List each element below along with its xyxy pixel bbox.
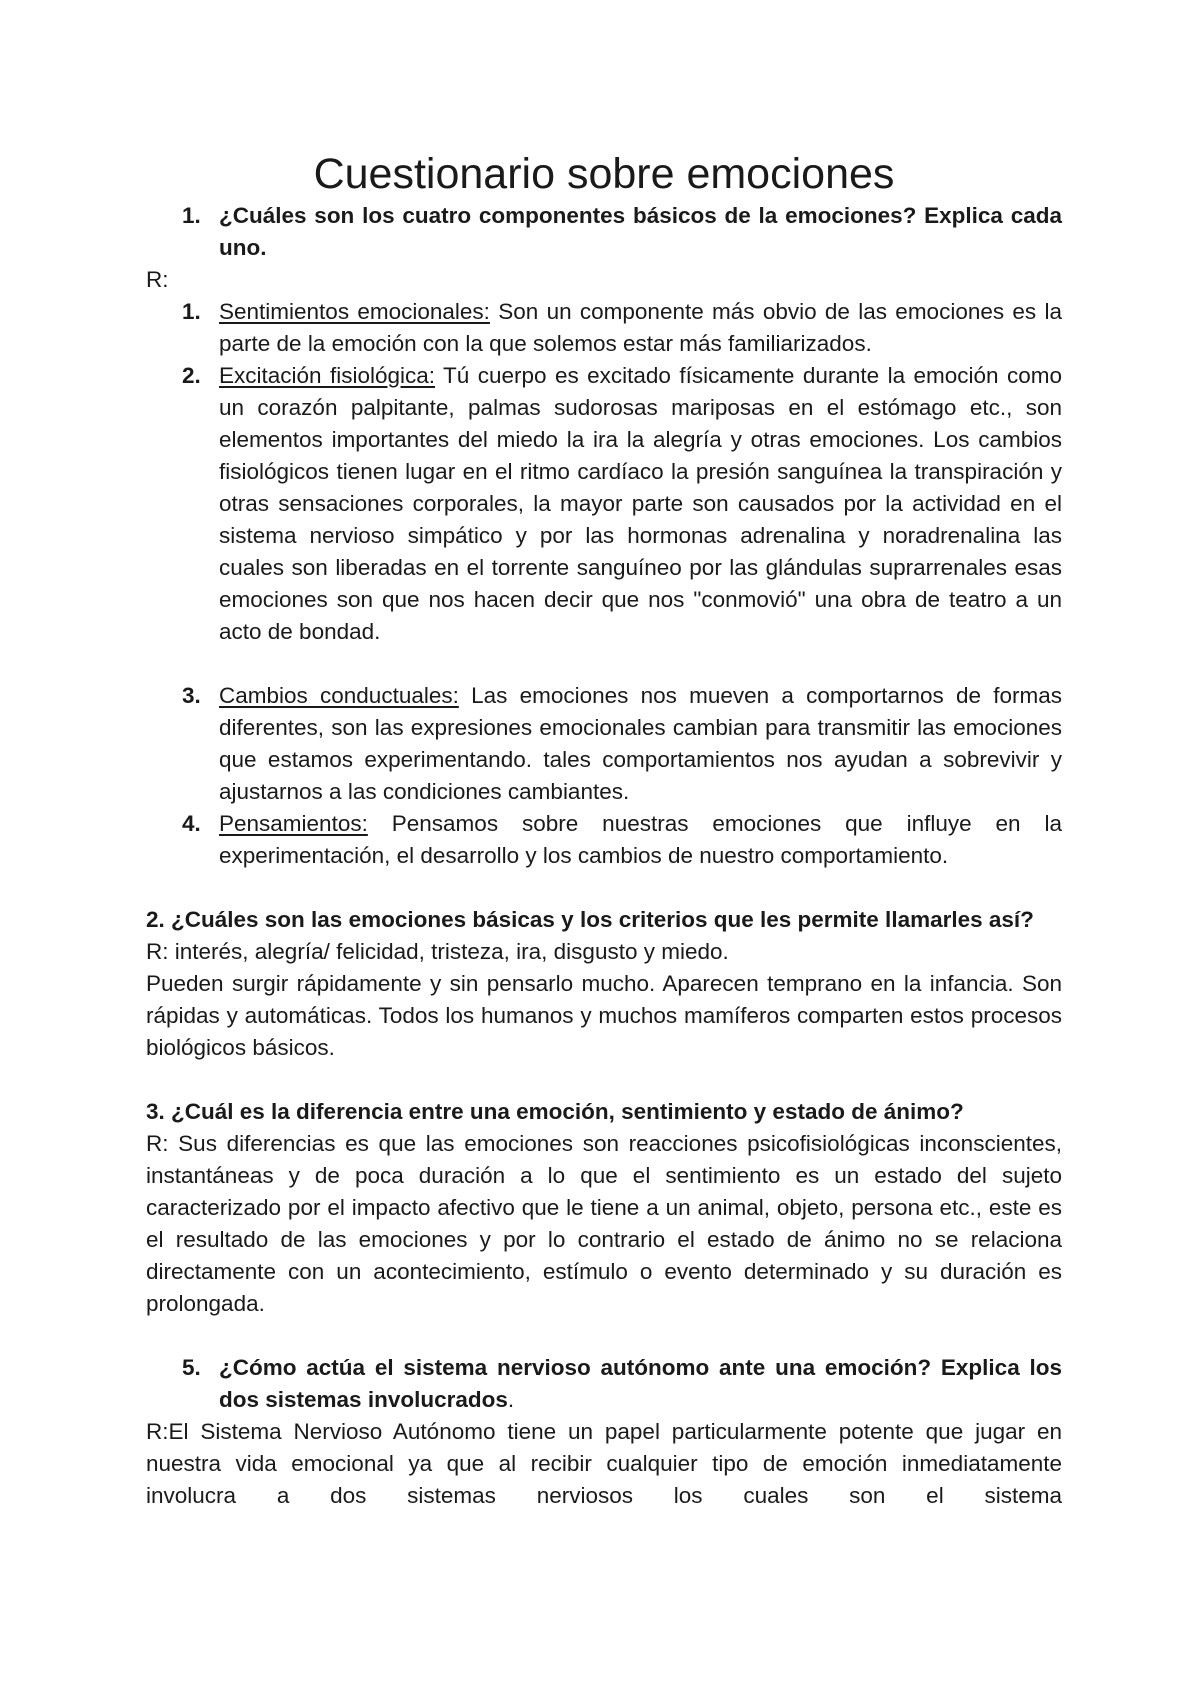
answer-3-text: R: Sus diferencias es que las emociones son reacciones psicofisiológicas inconscientes, instantáneas y de poca duración a lo que el sentimiento es un estado del sujeto caracterizado por el impacto afectivo que le tiene a un animal, objeto, persona etc., este es el resultado de las emociones y por lo contrario el estado de ánimo no se relaciona directamente con un acontecimiento, estímulo o evento determinado y su duración es prolongada. xyxy=(146,1131,1062,1316)
component-item xyxy=(146,808,1062,872)
component-number: 2. xyxy=(182,363,201,388)
component-number: 1. xyxy=(182,299,201,324)
answer-2-list: R: interés, alegría/ felicidad, tristeza, ira, disgusto y miedo. xyxy=(146,939,729,964)
question-3-text: 3. ¿Cuál es la diferencia entre una emoción, sentimiento y estado de ánimo? xyxy=(146,1099,964,1124)
question-1 xyxy=(146,200,1062,264)
component-description: Pensamos sobre nuestras emociones que influye en la experimentación, el desarrollo y los cambios de nuestro comportamiento. xyxy=(219,811,1062,868)
component-description: Las emociones nos mueven a comportarnos de formas diferentes, son las expresiones emocionales cambian para transmitir las emociones que estamos experimentando. tales comportamientos nos ayudan a sobrevivir y ajustarnos a las condiciones cambiantes. xyxy=(219,683,1062,804)
spacer xyxy=(146,1320,1062,1352)
component-text xyxy=(219,680,1062,808)
question-2-text: 2. ¿Cuáles son las emociones básicas y los criterios que les permite llamarles así? xyxy=(146,907,1034,932)
component-item xyxy=(146,680,1062,808)
component-text xyxy=(219,808,1062,872)
spacer xyxy=(146,648,1062,680)
component-text xyxy=(219,360,1062,648)
component-number: 3. xyxy=(182,683,201,708)
answer-1-label: R: xyxy=(146,267,169,292)
spacer xyxy=(146,872,1062,904)
question-1-number: 1. xyxy=(182,203,201,228)
component-term: Cambios conductuales: xyxy=(219,683,459,708)
component-number: 4. xyxy=(182,811,201,836)
question-5-bold-text: ¿Cómo actúa el sistema nervioso autónomo ante una emoción? Explica los dos sistemas involucrados xyxy=(219,1355,1062,1412)
answer-5-text: R:El Sistema Nervioso Autónomo tiene un papel particularmente potente que jugar en nuestra vida emocional ya que al recibir cualquier tipo de emoción inmediatamente involucra a dos sistemas nerviosos los cuales son el sistema xyxy=(146,1419,1062,1508)
component-item xyxy=(146,296,1062,360)
question-5-text xyxy=(219,1352,1062,1416)
document-content xyxy=(146,148,1062,1512)
component-term: Sentimientos emocionales: xyxy=(219,299,490,324)
question-5-number: 5. xyxy=(182,1355,201,1380)
component-text xyxy=(219,296,1062,360)
component-term: Excitación fisiológica: xyxy=(219,363,436,388)
component-description: Son un componente más obvio de las emociones es la parte de la emoción con la que solemos estar más familiarizados. xyxy=(219,299,1062,356)
component-item xyxy=(146,360,1062,648)
component-term: Pensamientos: xyxy=(219,811,368,836)
question-5-period: . xyxy=(507,1387,515,1412)
document-title: Cuestionario sobre emociones xyxy=(313,150,895,198)
question-1-text: ¿Cuáles son los cuatro componentes básicos de la emociones? Explica cada uno. xyxy=(219,203,1062,260)
spacer xyxy=(146,1064,1062,1096)
answer-2-explanation: Pueden surgir rápidamente y sin pensarlo mucho. Aparecen temprano en la infancia. Son rápidas y automáticas. Todos los humanos y muchos mamíferos comparten estos procesos biológicos básicos. xyxy=(146,971,1062,1060)
component-description: Tú cuerpo es excitado físicamente durante la emoción como un corazón palpitante, palmas sudorosas mariposas en el estómago etc., son elementos importantes del miedo la ira la alegría y otras emociones. Los cambios fisiológicos tienen lugar en el ritmo cardíaco la presión sanguínea la transpiración y otras sensaciones corporales, la mayor parte son causados por la actividad en el sistema nervioso simpático y por las hormonas adrenalina y noradrenalina las cuales son liberadas en el torrente sanguíneo por las glándulas suprarrenales esas emociones son que nos hacen decir que nos "conmovió" una obra de teatro a un acto de bondad. xyxy=(219,363,1062,644)
question-5 xyxy=(146,1352,1062,1416)
